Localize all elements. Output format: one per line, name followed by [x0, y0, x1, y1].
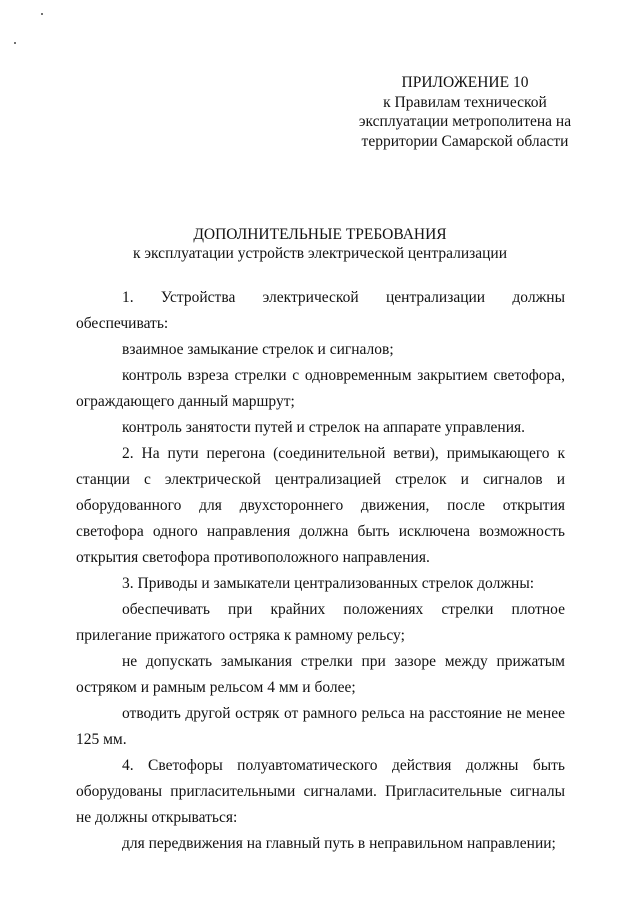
paragraph: для передвижения на главный путь в неправильном направлении;: [122, 835, 556, 852]
appendix-line: к Правилам технической: [383, 93, 547, 111]
paragraph: 2. На пути перегона (соединительной ветви), примыкающего к станции с электрической централизацией стрелок и сигналов и оборудованного для двухстороннего движения, после открытия светофора одного направления должна быть исключена возможность открытия светофора противоположного направления.: [76, 445, 565, 566]
appendix-header: [330, 73, 600, 151]
paragraph: взаимное замыкание стрелок и сигналов;: [122, 341, 394, 358]
scan-speck: [41, 13, 43, 15]
paragraph: обеспечивать при крайних положениях стрелки плотное прилегание прижатого остряка к рамному рельсу;: [76, 601, 565, 644]
appendix-title: ПРИЛОЖЕНИЕ 10: [401, 74, 529, 91]
appendix-line: территории Самарской области: [361, 132, 569, 150]
paragraph: отводить другой остряк от рамного рельса на расстояние не менее 125 мм.: [76, 705, 565, 748]
paragraph: контроль взреза стрелки с одновременным закрытием светофора, ограждающего данный маршрут;: [76, 367, 565, 410]
scan-speck: [14, 42, 16, 44]
paragraph: 3. Приводы и замыкатели централизованных стрелок должны:: [122, 575, 535, 592]
document-title: ДОПОЛНИТЕЛЬНЫЕ ТРЕБОВАНИЯ: [193, 226, 447, 243]
paragraph: 1. Устройства электрической централизации должны обеспечивать:: [76, 289, 565, 332]
document-body: [76, 285, 565, 857]
document-heading: [80, 225, 560, 263]
paragraph: 4. Светофоры полуавтоматического действия должны быть оборудованы пригласительными сигналами. Пригласительные сигналы не должны открываться:: [76, 757, 565, 826]
paragraph: контроль занятости путей и стрелок на аппарате управления.: [122, 419, 526, 436]
paragraph: не допускать замыкания стрелки при зазоре между прижатым остряком и рамным рельсом 4 мм и более;: [76, 653, 565, 696]
appendix-line: эксплуатации метрополитена на: [358, 113, 572, 130]
document-subtitle: к эксплуатации устройств электрической централизации: [132, 245, 507, 262]
